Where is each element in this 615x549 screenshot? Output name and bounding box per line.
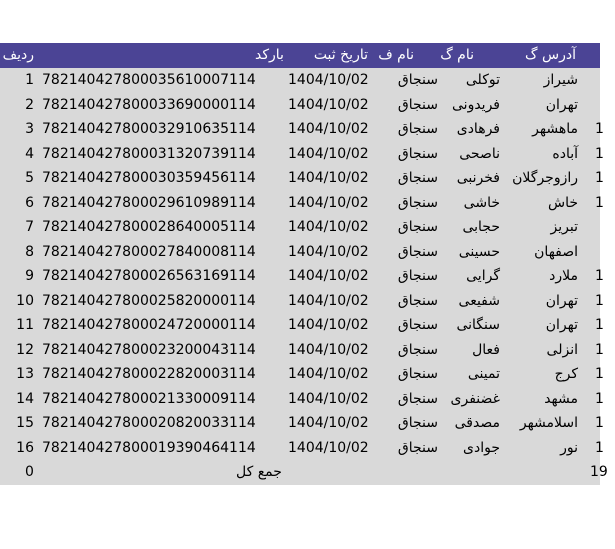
last-name-cell[interactable]: گرایی: [466, 268, 500, 284]
edge-cell[interactable]: 1: [595, 390, 604, 407]
address-cell[interactable]: تهران: [545, 317, 578, 333]
edge-cell[interactable]: 1: [595, 145, 604, 162]
barcode-cell[interactable]: 782140427800023200043114: [42, 341, 256, 358]
last-name-cell[interactable]: فرهادی: [456, 121, 500, 137]
table-row[interactable]: [0, 313, 604, 337]
row-index[interactable]: 1: [25, 72, 34, 88]
header-radif[interactable]: ردیف: [2, 47, 34, 63]
address-cell[interactable]: ماهشهر: [532, 121, 578, 137]
spreadsheet-grid: [0, 43, 608, 485]
date-cell[interactable]: 1404/10/02: [288, 439, 369, 456]
edge-cell[interactable]: 1: [595, 121, 604, 137]
last-name-cell[interactable]: توکلی: [465, 72, 500, 88]
row-index[interactable]: 12: [16, 341, 34, 358]
edge-cell[interactable]: [595, 68, 615, 92]
last-name-cell[interactable]: شفیعی: [458, 292, 500, 309]
first-name-cell[interactable]: سنجاق: [397, 317, 438, 333]
row-index[interactable]: 15: [16, 415, 34, 431]
edge-cell[interactable]: 1: [595, 170, 604, 186]
row-index[interactable]: 2: [25, 96, 34, 113]
date-cell[interactable]: 1404/10/02: [288, 243, 369, 260]
address-cell[interactable]: خاش: [547, 194, 578, 211]
address-cell[interactable]: نور: [560, 439, 578, 456]
barcode-cell[interactable]: 782140427800020820033114: [42, 415, 256, 431]
edge-cell[interactable]: 1: [595, 317, 604, 333]
table-row[interactable]: [0, 411, 604, 435]
table-row[interactable]: [0, 289, 604, 313]
first-name-cell[interactable]: سنجاق: [397, 219, 438, 235]
date-cell[interactable]: 1404/10/02: [288, 219, 369, 235]
address-cell[interactable]: شیراز: [543, 72, 578, 88]
edge-cell[interactable]: [595, 215, 615, 239]
date-cell[interactable]: 1404/10/02: [288, 317, 369, 333]
table-row[interactable]: [0, 191, 604, 215]
date-cell[interactable]: 1404/10/02: [288, 415, 369, 431]
barcode-cell[interactable]: 782140427800024720000114: [42, 317, 256, 333]
last-name-cell[interactable]: فخرنبی: [456, 170, 500, 186]
first-name-cell[interactable]: سنجاق: [397, 366, 438, 382]
address-cell[interactable]: مشهد: [544, 390, 578, 407]
edge-cell[interactable]: [595, 240, 615, 264]
date-cell[interactable]: 1404/10/02: [288, 341, 369, 358]
footer-edge-value: 19: [590, 464, 608, 480]
header-last-name[interactable]: نام گ: [440, 47, 474, 63]
first-name-cell[interactable]: سنجاق: [397, 72, 438, 88]
barcode-cell[interactable]: 782140427800029610989114: [42, 194, 256, 211]
barcode-cell[interactable]: 782140427800028640005114: [42, 219, 256, 235]
edge-cell[interactable]: 1: [595, 292, 604, 309]
address-cell[interactable]: اسلامشهر: [519, 415, 578, 431]
first-name-cell[interactable]: سنجاق: [397, 415, 438, 431]
first-name-cell[interactable]: سنجاق: [397, 243, 438, 260]
edge-cell[interactable]: 1: [595, 366, 604, 382]
barcode-cell[interactable]: 782140427800031320739114: [42, 145, 256, 162]
first-name-cell[interactable]: سنجاق: [397, 96, 438, 113]
row-index[interactable]: 8: [25, 243, 34, 260]
last-name-cell[interactable]: جوادی: [463, 439, 500, 456]
barcode-cell[interactable]: 782140427800025820000114: [42, 292, 256, 309]
first-name-cell[interactable]: سنجاق: [397, 268, 438, 284]
barcode-cell[interactable]: 782140427800019390464114: [42, 439, 256, 456]
row-index[interactable]: 3: [25, 121, 34, 137]
footer-total-value: 0: [25, 464, 34, 480]
last-name-cell[interactable]: حجابی: [462, 219, 500, 235]
last-name-cell[interactable]: مصدقی: [454, 415, 500, 431]
last-name-cell[interactable]: غضنفری: [450, 390, 500, 407]
address-cell[interactable]: اصفهان: [534, 243, 578, 260]
address-cell[interactable]: تهران: [545, 96, 578, 113]
edge-cell[interactable]: 1: [595, 439, 604, 456]
last-name-cell[interactable]: خاشی: [463, 194, 500, 211]
last-name-cell[interactable]: سنگانی: [456, 317, 500, 333]
edge-cell[interactable]: [595, 93, 615, 117]
table-row[interactable]: [0, 338, 604, 362]
address-cell[interactable]: انزلی: [546, 341, 578, 358]
table-row[interactable]: [0, 264, 604, 288]
edge-cell[interactable]: 1: [595, 268, 604, 284]
edge-cell[interactable]: 1: [595, 194, 604, 211]
row-index[interactable]: 11: [16, 317, 34, 333]
last-name-cell[interactable]: تمینی: [467, 366, 500, 382]
table-row[interactable]: [0, 166, 604, 190]
footer-row: [0, 460, 608, 484]
row-index[interactable]: 4: [25, 145, 34, 162]
date-cell[interactable]: 1404/10/02: [288, 366, 369, 382]
date-cell[interactable]: 1404/10/02: [288, 194, 369, 211]
address-cell[interactable]: تبریز: [550, 219, 578, 235]
row-index[interactable]: 9: [25, 268, 34, 284]
address-cell[interactable]: ملارد: [549, 268, 578, 284]
row-index[interactable]: 5: [25, 170, 34, 186]
row-index[interactable]: 10: [16, 292, 34, 309]
row-index[interactable]: 16: [16, 439, 34, 456]
first-name-cell[interactable]: سنجاق: [397, 341, 438, 358]
barcode-cell[interactable]: 782140427800032910635114: [42, 121, 256, 137]
header-address[interactable]: آدرس گ: [525, 47, 576, 63]
address-cell[interactable]: تهران: [545, 292, 578, 309]
first-name-cell[interactable]: سنجاق: [397, 121, 438, 137]
row-index[interactable]: 14: [16, 390, 34, 407]
table-row[interactable]: [0, 387, 604, 411]
row-index[interactable]: 6: [25, 194, 34, 211]
date-cell[interactable]: 1404/10/02: [288, 268, 369, 284]
table-row[interactable]: [0, 436, 604, 460]
address-cell[interactable]: رازوجرگلان: [512, 170, 578, 186]
barcode-cell[interactable]: 782140427800033690000114: [42, 96, 256, 113]
last-name-cell[interactable]: فریدونی: [452, 96, 500, 113]
footer-total-label: جمع کل: [236, 464, 282, 480]
table-row[interactable]: [0, 240, 600, 264]
table-row[interactable]: [0, 93, 600, 117]
barcode-cell[interactable]: 782140427800030359456114: [42, 170, 256, 186]
date-cell[interactable]: 1404/10/02: [288, 96, 369, 113]
date-cell[interactable]: 1404/10/02: [288, 145, 369, 162]
table-row[interactable]: [0, 68, 600, 92]
row-index[interactable]: 7: [25, 219, 34, 235]
table-row[interactable]: [0, 142, 604, 166]
barcode-cell[interactable]: 782140427800026563169114: [42, 268, 256, 284]
table-row[interactable]: [0, 362, 604, 386]
edge-cell[interactable]: 1: [595, 415, 604, 431]
address-cell[interactable]: آباده: [552, 145, 578, 162]
header-first-name[interactable]: نام ف: [378, 47, 414, 63]
table-row[interactable]: [0, 117, 604, 141]
barcode-cell[interactable]: 782140427800021330009114: [42, 390, 256, 407]
date-cell[interactable]: 1404/10/02: [288, 121, 369, 137]
barcode-cell[interactable]: 782140427800027840008114: [42, 243, 256, 260]
edge-cell[interactable]: 1: [595, 341, 604, 358]
first-name-cell[interactable]: سنجاق: [397, 145, 438, 162]
first-name-cell[interactable]: سنجاق: [397, 390, 438, 407]
barcode-cell[interactable]: 78214042780003561000711​4: [42, 72, 256, 88]
row-index[interactable]: 13: [16, 366, 34, 382]
address-cell[interactable]: کرج: [554, 366, 578, 382]
table-row[interactable]: [0, 215, 600, 239]
barcode-cell[interactable]: 782140427800022820003114: [42, 366, 256, 382]
first-name-cell[interactable]: سنجاق: [397, 194, 438, 211]
first-name-cell[interactable]: سنجاق: [397, 170, 438, 186]
first-name-cell[interactable]: سنجاق: [397, 292, 438, 309]
first-name-cell[interactable]: سنجاق: [397, 439, 438, 456]
header-row: [0, 43, 600, 68]
header-barcode[interactable]: بارکد: [255, 47, 284, 63]
date-cell[interactable]: 1404/10/02: [288, 72, 369, 88]
date-cell[interactable]: 1404/10/02: [288, 170, 369, 186]
date-cell[interactable]: 1404/10/02: [288, 292, 369, 309]
last-name-cell[interactable]: حسینی: [458, 243, 500, 260]
date-cell[interactable]: 1404/10/02: [288, 390, 369, 407]
header-date[interactable]: تاریخ ثبت: [313, 47, 368, 63]
last-name-cell[interactable]: فعال: [472, 341, 500, 358]
last-name-cell[interactable]: ناصحی: [459, 145, 500, 162]
